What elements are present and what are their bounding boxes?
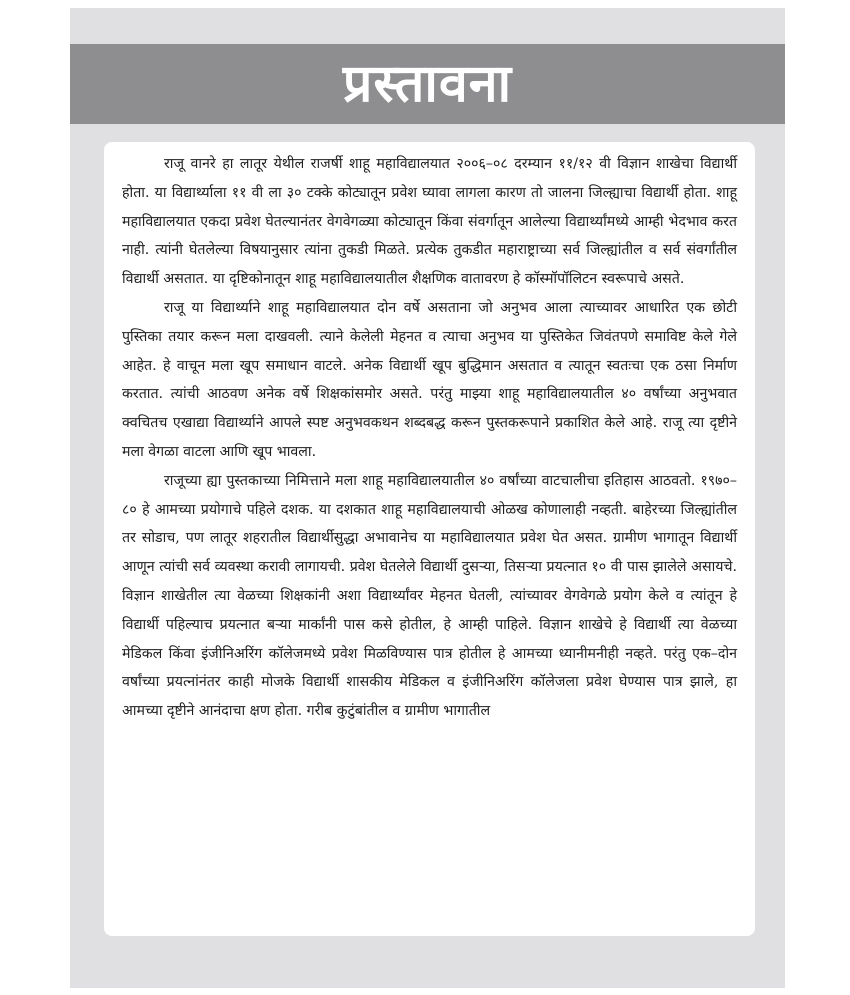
paragraph-3: राजूच्या ह्या पुस्तकाच्या निमित्ताने मला शाहू महाविद्यालयातील ४० वर्षांच्या वाटचालीचा इतिहास आठवतो. १९७०–८० हे आमच्या प्रयोगाचे पहिले दशक. या दशकात शाहू महाविद्यालयाची ओळख कोणालाही नव्हती. बाहेरच्या जिल्ह्यांतील तर सोडाच, पण लातूर शहरातील विद्यार्थीसुद्धा अभावानेच या महाविद्यालयात प्रवेश घेत असत. ग्रामीण भागातून विद्यार्थी आणून त्यांची सर्व व्यवस्था करावी लागायची. प्रवेश घेतलेले विद्यार्थी दुसऱ्या, तिसऱ्या प्रयत्नात १० वी पास झालेले असायचे. विज्ञान शाखेतील त्या वेळच्या शिक्षकांनी अशा विद्यार्थ्यांवर मेहनत घेतली, त्यांच्यावर वेगवेगळे प्रयोग केले व त्यांतून हे विद्यार्थी पहिल्याच प्रयत्नात बऱ्या मार्कांनी पास कसे होतील, हे आम्ही पाहिले. विज्ञान शाखेचे हे विद्यार्थी त्या वेळच्या मेडिकल किंवा इंजीनिअरिंग कॉलेजमध्ये प्रवेश मिळविण्यास पात्र होतील हे आमच्या ध्यानीमनीही नव्हते. परंतु एक–दोन वर्षांच्या प्रयत्नांनंतर काही मोजके विद्यार्थी शासकीय मेडिकल व इंजीनिअरिंग कॉलेजला प्रवेश घेण्यास पात्र झाले, हा आमच्या दृष्टीने आनंदाचा क्षण होता. गरीब कुटुंबांतील व ग्रामीण भागातील	[122, 472, 737, 720]
paragraph-2: राजू या विद्यार्थ्याने शाहू महाविद्यालयात दोन वर्षे असताना जो अनुभव आला त्याच्यावर आधारित एक छोटी पुस्तिका तयार करून मला दाखवली. त्याने केलेली मेहनत व त्याचा अनुभव या पुस्तिकेत जिवंतपणे समाविष्ट केले गेले आहेत. हे वाचून मला खूप समाधान वाटले. अनेक विद्यार्थी खूप बुद्धिमान असतात व त्यातून स्वतःचा एक ठसा निर्माण करतात. त्यांची आठवण अनेक वर्षे शिक्षकांसमोर असते. परंतु माझ्या शाहू महाविद्यालयातील ४० वर्षांच्या अनुभवात क्वचितच एखाद्या विद्यार्थ्याने आपले स्पष्ट अनुभवकथन शब्दबद्ध करून पुस्तकरूपाने प्रकाशित केले आहे. राजू त्या दृष्टीने मला वेगळा वाटला आणि खूप भावला.	[122, 299, 737, 460]
paragraph-1: राजू वानरे हा लातूर येथील राजर्षी शाहू महाविद्यालयात २००६–०८ दरम्यान ११/१२ वी विज्ञान शाखेचा विद्यार्थी होता. या विद्यार्थ्याला ११ वी ला ३० टक्के कोट्यातून प्रवेश घ्यावा लागला कारण तो जालना जिल्ह्याचा विद्यार्थी होता. शाहू महाविद्यालयात एकदा प्रवेश घेतल्यानंतर वेगवेगळ्या कोट्यातून किंवा संवर्गातून आलेल्या विद्यार्थ्यांमध्ये आम्ही भेदभाव करत नाही. त्यांनी घेतलेल्या विषयानुसार त्यांना तुकडी मिळते. प्रत्येक तुकडीत महाराष्ट्राच्या सर्व जिल्ह्यांतील व सर्व संवर्गांतील विद्यार्थी असतात. या दृष्टिकोनातून शाहू महाविद्यालयातील शैक्षणिक वातावरण हे कॉस्मॉपॉलिटन स्वरूपाचे असते.	[122, 156, 737, 288]
page-title: प्रस्तावना	[342, 54, 513, 114]
title-banner	[70, 44, 785, 124]
content-box	[104, 142, 755, 936]
